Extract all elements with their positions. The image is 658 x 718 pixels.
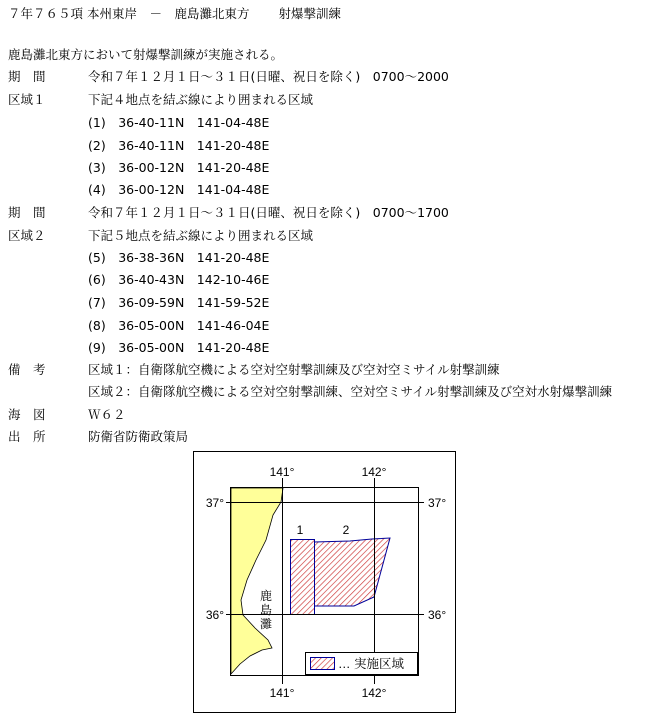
- period1-label: 期 間: [8, 69, 46, 84]
- area1-point: (3) 36-00-12N 141-20-48E: [88, 160, 270, 175]
- area2-point: (5) 36-38-36N 141-20-48E: [88, 250, 270, 265]
- chart-value: Ｗ６２: [88, 407, 126, 422]
- area2-point: (7) 36-09-59N 141-59-52E: [88, 295, 270, 310]
- area-1-label: 1: [296, 523, 304, 537]
- lat-label-left: 36°: [205, 608, 224, 622]
- remarks-line: 区域２：自衛隊航空機による空対空射撃訓練、空対空ミサイル射撃訓練及び空対水射爆撃訓練: [88, 384, 613, 399]
- area1-point: (2) 36-40-11N 141-20-48E: [88, 138, 270, 153]
- legend-label: … 実施区域: [338, 657, 404, 671]
- area1-label: 区域１: [8, 92, 46, 107]
- period1-value: 令和７年１２月１日～３１日(日曜、祝日を除く) 0700～2000: [88, 69, 449, 84]
- lat-label-left: 37°: [205, 496, 224, 510]
- lon-label-top: 142°: [361, 465, 387, 479]
- area1-point: (1) 36-40-11N 141-04-48E: [88, 115, 270, 130]
- lat-label-right: 36°: [428, 608, 447, 622]
- area1-point: (4) 36-00-12N 141-04-48E: [88, 182, 270, 197]
- remarks-line: 区域１：自衛隊航空機による空対空射撃訓練及び空対空ミサイル射撃訓練: [88, 362, 500, 377]
- area2-label: 区域２: [8, 228, 46, 243]
- place-name-char: 島: [259, 603, 273, 617]
- place-name-char: 鹿: [259, 589, 273, 603]
- source-label: 出 所: [8, 429, 46, 444]
- intro-text: 鹿島灘北東方において射爆撃訓練が実施される。: [8, 47, 284, 62]
- source-value: 防衛省防衛政策局: [88, 429, 189, 444]
- lon-label-bottom: 142°: [361, 686, 387, 700]
- period2-value: 令和７年１２月１日～３１日(日曜、祝日を除く) 0700～1700: [88, 205, 449, 220]
- area2-point: (9) 36-05-00N 141-20-48E: [88, 340, 270, 355]
- place-name-char: 灘: [259, 617, 273, 631]
- area2-point: (8) 36-05-00N 141-46-04E: [88, 318, 270, 333]
- area-1-polygon: [291, 540, 315, 615]
- lon-label-top: 141°: [269, 465, 295, 479]
- remarks-label: 備 考: [8, 362, 46, 377]
- notice-title: ７年７６５項 本州東岸 － 鹿島灘北東方 射爆撃訓練: [8, 6, 341, 21]
- lon-label-bottom: 141°: [269, 686, 295, 700]
- area-2-label: 2: [342, 523, 350, 537]
- area2-value: 下記５地点を結ぶ線により囲まれる区域: [88, 228, 314, 243]
- chart-label: 海 図: [8, 407, 46, 422]
- period2-label: 期 間: [8, 205, 46, 220]
- lat-label-right: 37°: [428, 496, 447, 510]
- area2-point: (6) 36-40-43N 142-10-46E: [88, 272, 270, 287]
- area1-value: 下記４地点を結ぶ線により囲まれる区域: [88, 92, 314, 107]
- legend-swatch: [311, 658, 335, 670]
